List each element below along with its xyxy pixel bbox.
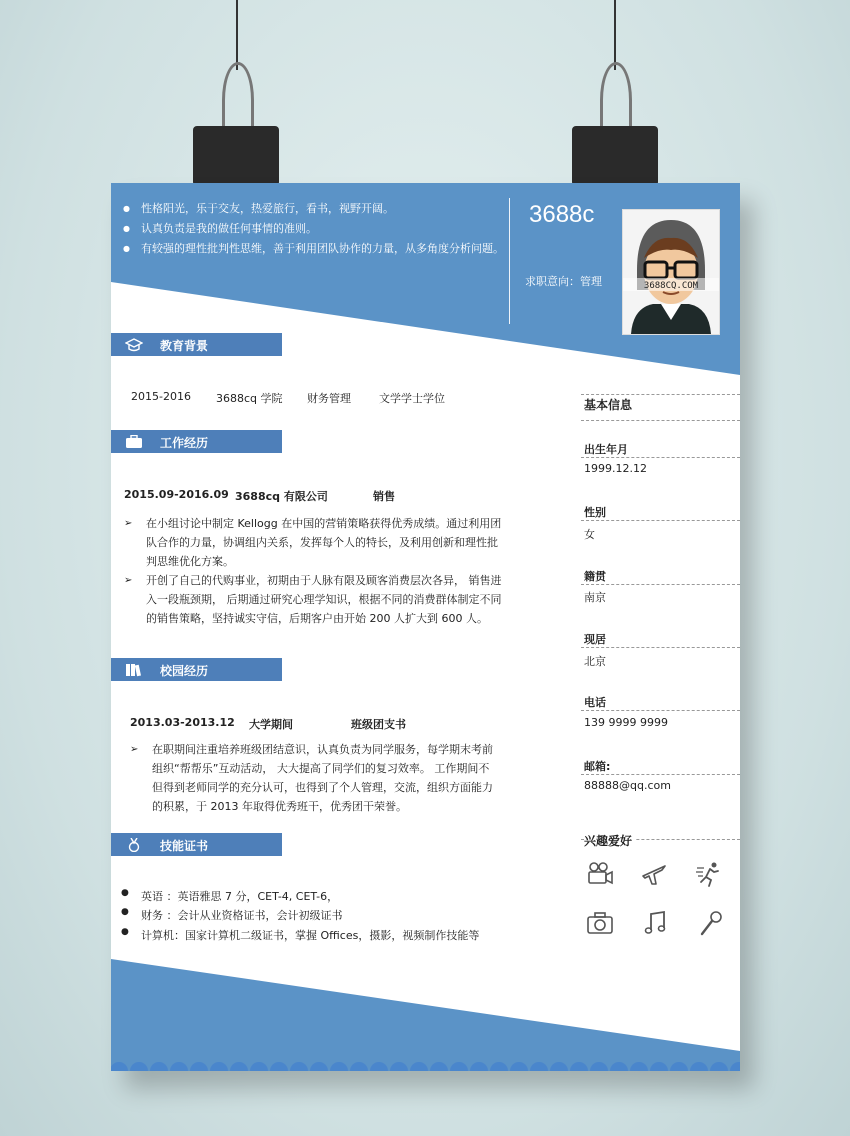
origin-value: 南京	[584, 591, 606, 604]
residence-label: 现居	[584, 633, 606, 646]
intro-item: ● 认真负责是我的做任何事情的准则。	[117, 219, 507, 239]
photo-watermark: 3688CQ.COM	[643, 281, 699, 291]
arrow-bullet-icon: ➢	[130, 744, 139, 755]
camera-icon	[586, 909, 614, 937]
divider	[581, 457, 740, 458]
hanging-string-left	[236, 0, 238, 70]
movie-camera-icon	[586, 860, 614, 888]
section-title: 教育背景	[160, 339, 209, 353]
work-detail	[124, 514, 506, 571]
section-campus	[111, 658, 282, 681]
work-detail	[124, 571, 508, 628]
divider	[581, 774, 740, 775]
campus-period: 2013.03-2013.12	[130, 716, 235, 729]
divider	[581, 394, 740, 395]
gender-label: 性别	[584, 506, 606, 519]
work-company: 3688cq 有限公司	[235, 490, 328, 503]
divider	[581, 420, 740, 421]
phone-label: 电话	[584, 696, 606, 709]
section-skills	[111, 833, 282, 856]
campus-role: 班级团支书	[351, 718, 406, 731]
graduation-cap-icon	[125, 338, 143, 352]
divider	[581, 520, 740, 521]
intro-item: ● 有较强的理性批判性思维，善于利用团队协作的力量，从多角度分析问题。	[117, 239, 507, 259]
birth-value: 1999.12.12	[584, 462, 647, 475]
skill-text: 英语 ：英语雅思 7 分，CET-4, CET-6，	[141, 890, 339, 903]
work-period: 2015.09-2016.09	[124, 488, 229, 501]
divider	[581, 710, 740, 711]
work-detail-text: 在小组讨论中制定 Kellogg 在中国的营销策略获得优秀成绩。通过利用团队合作的力量，协调组内关系，发挥每个人的特长，及利用创新和理性批判思维优化方案。	[146, 517, 502, 568]
hanging-string-right	[614, 0, 616, 70]
campus-detail	[130, 740, 496, 816]
medal-icon	[125, 838, 143, 852]
edu-period: 2015-2016	[131, 390, 191, 403]
intro-list	[117, 199, 507, 259]
edu-major: 财务管理	[307, 392, 351, 405]
work-role: 销售	[373, 490, 395, 503]
hobbies-title: 兴趣爱好	[584, 832, 636, 849]
campus-stage: 大学期间	[249, 718, 293, 731]
skill-text: 计算机：国家计算机二级证书，掌握 Offices，摄影，视频制作技能等	[141, 929, 480, 942]
resume-page	[111, 183, 740, 1071]
avatar	[622, 209, 720, 335]
basic-info-title: 基本信息	[584, 398, 633, 412]
skill-item: ● 财务 ：会计从业资格证书，会计初级证书	[121, 907, 343, 922]
airplane-icon	[640, 860, 668, 888]
binder-clip-right	[572, 126, 658, 184]
edu-school: 3688cq 学院	[216, 392, 283, 405]
skill-item: ● 英语 ：英语雅思 7 分，CET-4, CET-6，	[121, 888, 339, 903]
gender-value: 女	[584, 528, 595, 541]
email-value: 88888@qq.com	[584, 779, 671, 792]
edu-degree: 文学学士学位	[379, 392, 445, 405]
briefcase-icon	[125, 435, 143, 449]
section-title: 校园经历	[160, 664, 209, 678]
arrow-bullet-icon: ➢	[124, 575, 133, 586]
running-icon	[695, 860, 723, 888]
section-work	[111, 430, 282, 453]
section-education	[111, 333, 282, 356]
candidate-name: 3688c	[529, 201, 595, 228]
origin-label: 籍贯	[584, 570, 606, 583]
divider	[581, 584, 740, 585]
microphone-icon	[697, 909, 725, 937]
intro-item: ● 性格阳光，乐于交友，热爱旅行，看书，视野开阔。	[117, 199, 507, 219]
phone-value: 139 9999 9999	[584, 716, 668, 729]
divider	[581, 647, 740, 648]
books-icon	[125, 663, 143, 677]
music-note-icon	[642, 909, 670, 937]
section-title: 技能证书	[160, 839, 209, 853]
arrow-bullet-icon: ➢	[124, 518, 133, 529]
job-intent: 求职意向：管理	[525, 275, 602, 288]
birth-label: 出生年月	[584, 443, 628, 456]
header-divider	[509, 198, 510, 324]
skill-text: 财务 ：会计从业资格证书，会计初级证书	[141, 909, 343, 922]
section-title: 工作经历	[160, 436, 209, 450]
campus-detail-text: 在职期间注重培养班级团结意识，认真负责为同学服务，每学期末考前组织“帮帮乐”互动活动， 大大提高了同学们的复习效率。 工作期间不但得到老师同学的充分认可，也得到了个人管理，交流，组织方面能力的积累，于 2013 年取得优秀班干，优秀团干荣誉。	[152, 743, 493, 813]
binder-clip-left	[193, 126, 279, 184]
email-label: 邮箱:	[584, 760, 611, 773]
work-detail-text: 开创了自己的代购事业，初期由于人脉有限及顾客消费层次各异， 销售进入一段瓶颈期， 后期通过研究心理学知识，根据不同的消费群体制定不同的销售策略，坚持诚实守信，后期客户由开始 200 人扩大到 600 人。	[146, 574, 502, 625]
skill-item: ● 计算机：国家计算机二级证书，掌握 Offices，摄影，视频制作技能等	[121, 927, 480, 942]
residence-value: 北京	[584, 655, 606, 668]
